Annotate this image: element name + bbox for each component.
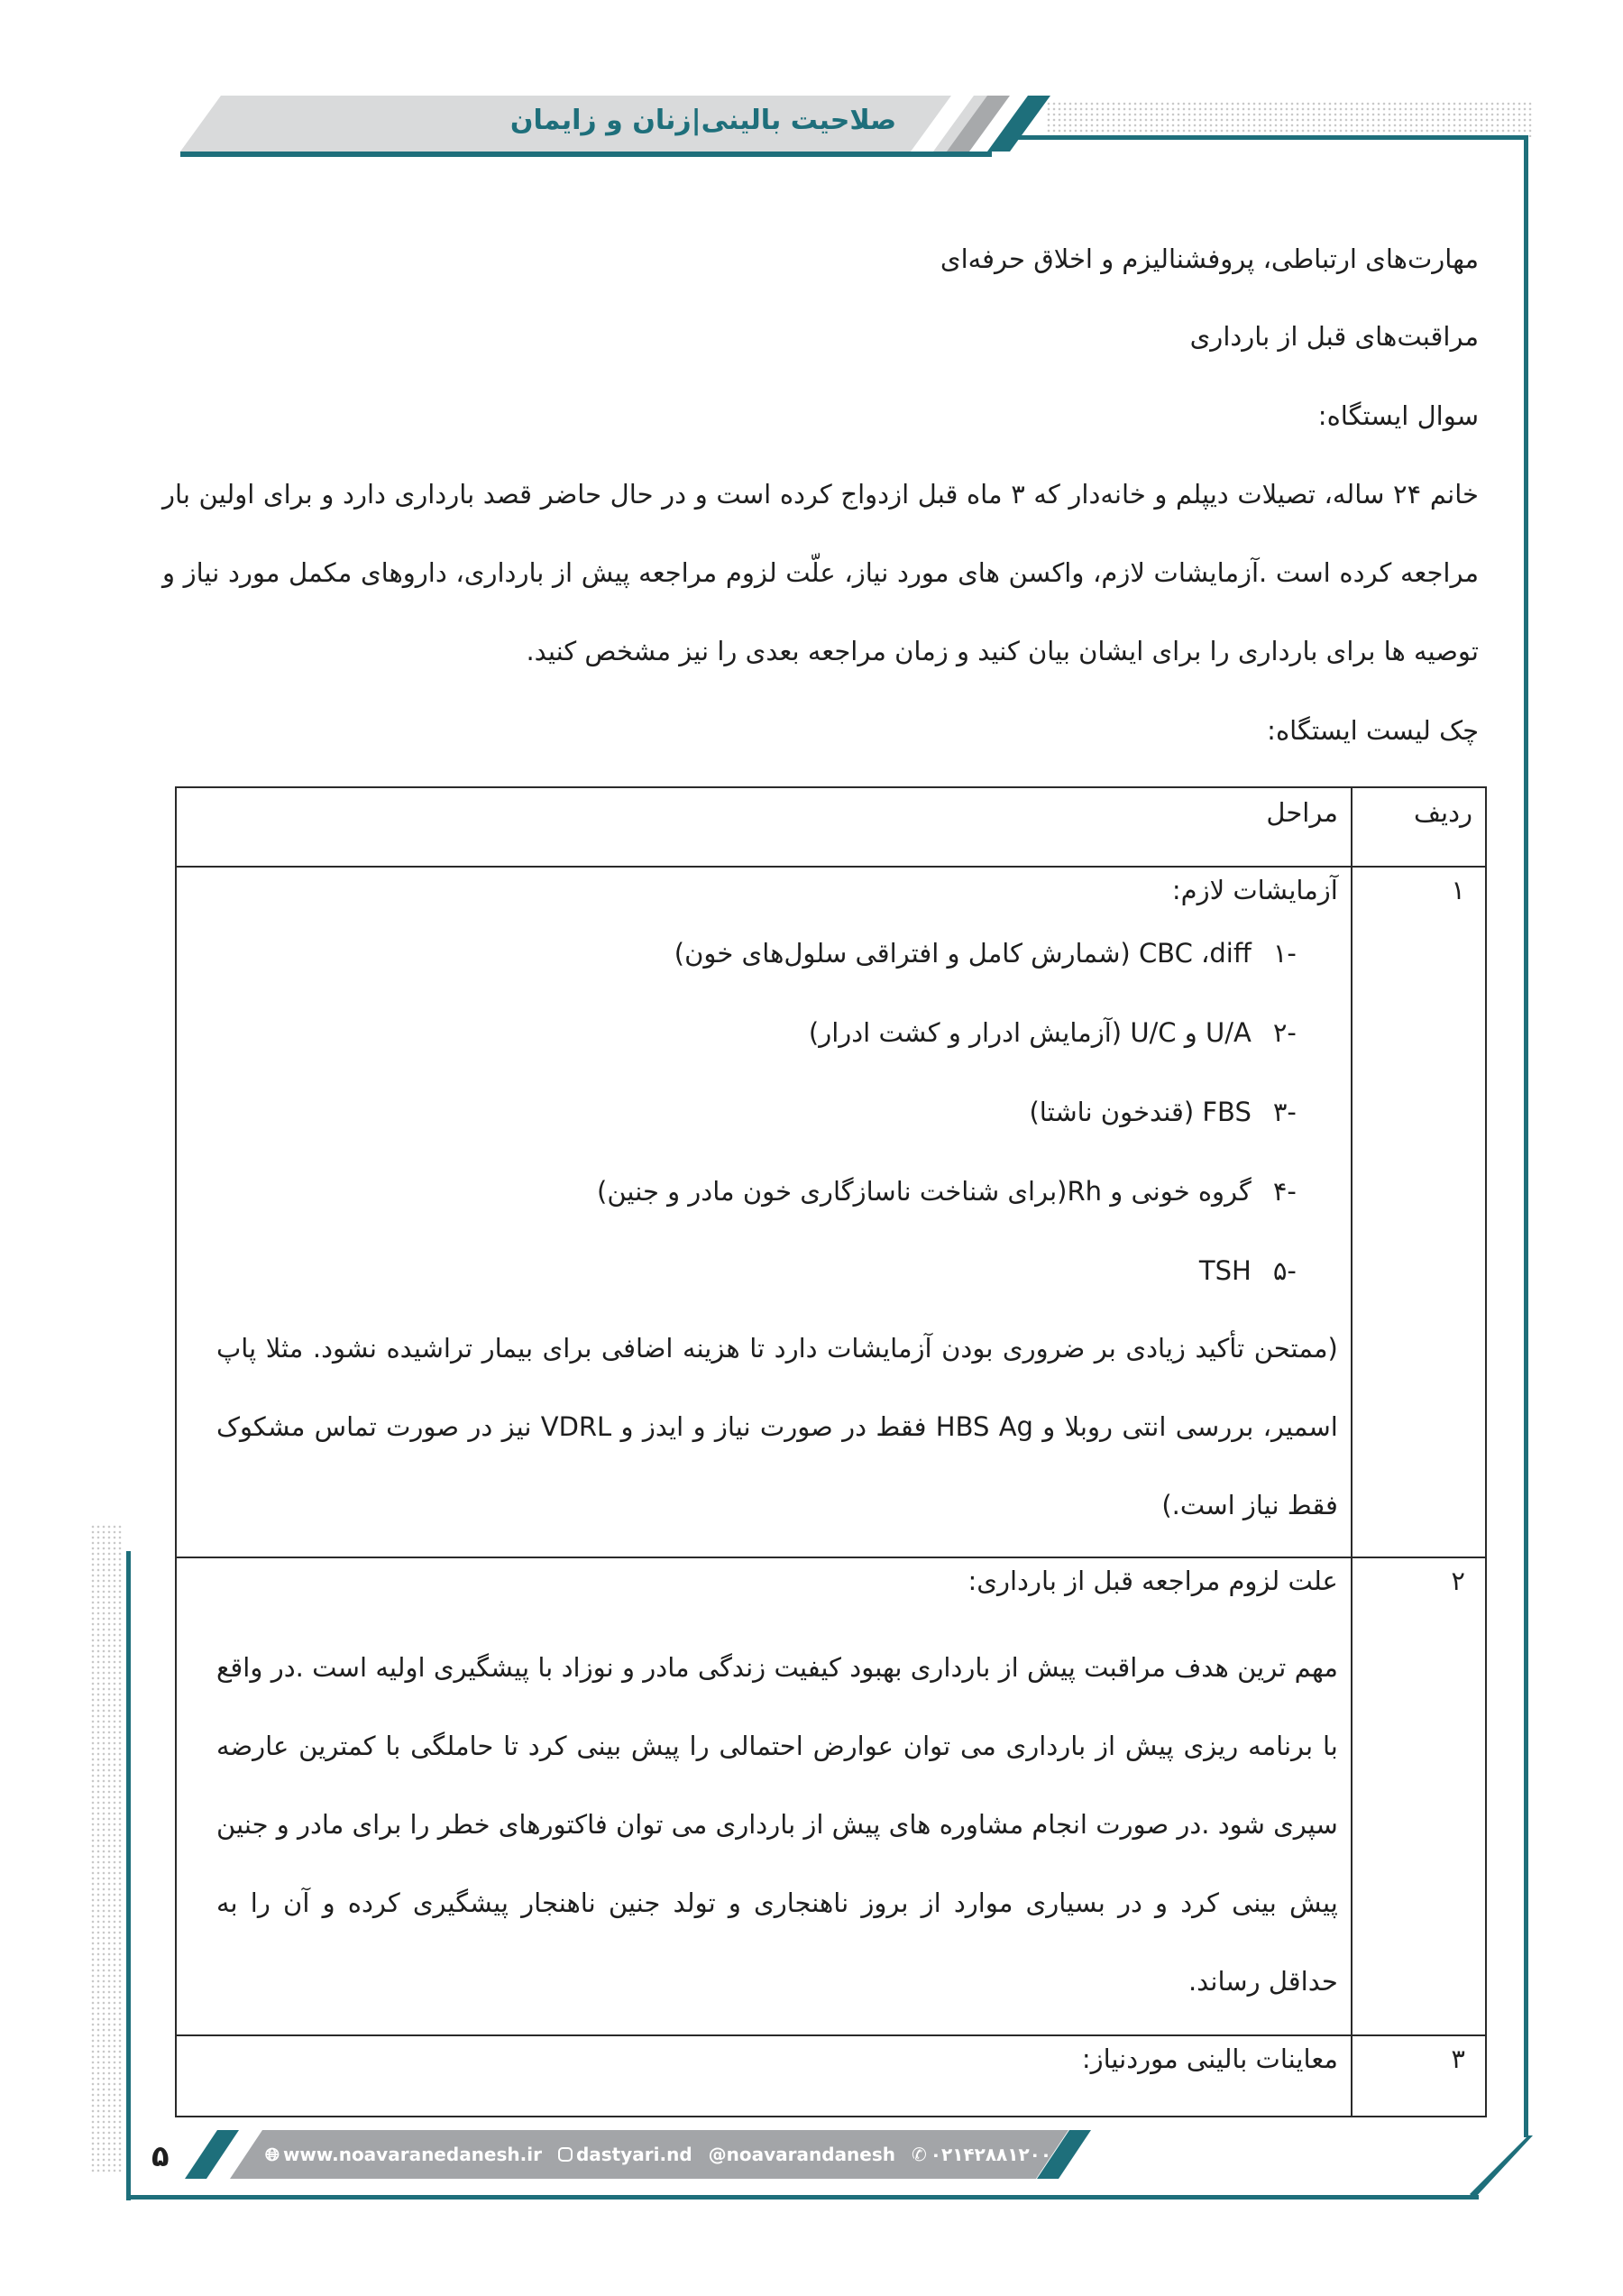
table-row: [176, 2035, 1486, 2117]
heading-preconception-care: مراقبت‌های قبل از بارداری: [1189, 321, 1479, 352]
header-cell-steps: [176, 787, 1352, 867]
item-number: -۴: [1272, 1176, 1297, 1207]
website-link[interactable]: www.noavaranedanesh.ir: [282, 2144, 542, 2165]
globe-icon: 🌐︎: [264, 2144, 280, 2165]
header-title: صلاحیت بالینی|زنان و زایمان: [509, 105, 897, 136]
left-hatch: [90, 1524, 123, 2173]
body-line: مهم ترین هدف مراقبت پیش از بارداری بهبود کیفیت زندگی مادر و نوزاد با پیشگیری اولیه است .در واقع: [216, 1652, 1338, 1683]
header-hatch: [1046, 101, 1533, 137]
item-text: گروه خونی و Rh(برای شناخت ناسازگاری خون مادر و جنین): [597, 1176, 1252, 1207]
body-line: پیش بینی کرد و در بسیاری موارد از بروز ناهنجاری و تولد جنین ناهنجار پیشگیری کرده و آن را به: [216, 1887, 1338, 1918]
list-item: [216, 1176, 1297, 1255]
row-number-cell: [1352, 1557, 1486, 2035]
header-underline: [180, 152, 992, 157]
row-content-cell: [176, 2035, 1352, 2117]
header-cell-row: [1352, 787, 1486, 867]
preconception-rationale: [216, 1629, 1338, 2021]
row-title: معاینات بالینی موردنیاز:: [1081, 2043, 1338, 2074]
telegram-handle[interactable]: @noavarandanesh: [708, 2144, 896, 2165]
row-title: آزمایشات لازم:: [1171, 875, 1338, 905]
website-item[interactable]: [265, 2144, 542, 2165]
telegram-item[interactable]: [709, 2144, 895, 2165]
scenario-line-1: خانم ۲۴ ساله، تصیلات دیپلم و خانه‌دار که ۳ ماه قبل ازدواج کرده است و در حال حاضر قصد بارداری دارد و برای اولین بار: [162, 479, 1479, 510]
item-number: -۱: [1272, 938, 1297, 969]
body-line: سپری شود .در صورت انجام مشاوره های پیش از بارداری می توان فاکتورهای خطر را برای مادر و جنین: [216, 1809, 1338, 1840]
note-line-1: (ممتحن تأکید زیادی بر ضروری بودن آزمایشات دارد تا هزینه اضافی برای بیمار تراشیده نشود. مثلا پاپ: [216, 1333, 1338, 1364]
row-content-cell: [176, 867, 1352, 1557]
item-text: U/A و U/C (آزمایش ادرار و کشت ادرار): [808, 1017, 1252, 1048]
phone-item[interactable]: [912, 2144, 1051, 2165]
row-number: ۱: [1451, 875, 1465, 905]
footer-stripe-left: [185, 2130, 239, 2179]
note-line-3: فقط نیاز است.): [1161, 1490, 1338, 1520]
footer-contacts: [264, 2138, 1052, 2171]
instagram-handle[interactable]: dastyari.nd: [575, 2144, 692, 2165]
checklist-table: [175, 786, 1487, 2117]
item-text: FBS (قندخون ناشتا): [1029, 1097, 1252, 1127]
checklist-label: چک لیست ایستگاه:: [1267, 715, 1479, 746]
item-text: TSH: [1198, 1255, 1252, 1286]
item-number: -۵: [1272, 1255, 1297, 1286]
col-steps-label: مراحل: [1266, 797, 1338, 828]
row-number: ۲: [1451, 1566, 1465, 1596]
frame-left-line: [126, 1551, 131, 2200]
phone-number[interactable]: ۰۲۱۴۲۸۸۱۲۰۰: [930, 2144, 1052, 2165]
body-line: حداقل رساند.: [1187, 1966, 1338, 1997]
item-text: CBC ،diff (شمارش کامل و افتراقی سلول‌های خون): [674, 938, 1252, 969]
row-number-cell: [1352, 2035, 1486, 2117]
phone-icon: ✆: [912, 2144, 927, 2165]
footer-underline: [126, 2195, 1479, 2200]
row-number: ۳: [1451, 2043, 1465, 2074]
test-list: [216, 938, 1338, 1309]
scenario-line-3: توصیه ها برای بارداری را برای ایشان بیان کنید و زمان مراجعه بعدی را نیز مشخص کنید.: [526, 636, 1479, 666]
scenario-line-2: مراجعه کرده است .آزمایشات لازم، واکسن های مورد نیاز، علّت لزوم مراجعه پیش از بارداری، داروهای مکمل مورد نیاز و: [162, 557, 1479, 588]
item-number: -۲: [1272, 1017, 1297, 1048]
col-row-label: ردیف: [1413, 797, 1472, 828]
page-number: ۵: [151, 2139, 170, 2173]
list-item: [216, 1255, 1297, 1309]
list-item: [216, 1017, 1297, 1097]
row-number-cell: [1352, 867, 1486, 1557]
item-number: -۳: [1272, 1097, 1297, 1127]
instagram-item[interactable]: [558, 2144, 692, 2165]
note-line-2: اسمیر، بررسی انتی روبلا و HBS Ag فقط در صورت نیاز و ایدز و VDRL نیز در صورت تماس مشکوک: [216, 1411, 1338, 1442]
frame-corner-br: [1470, 2135, 1533, 2199]
table-row: [176, 867, 1486, 1557]
station-question-label: سوال ایستگاه:: [1317, 400, 1479, 431]
table-header-row: [176, 787, 1486, 867]
row-content-cell: [176, 1557, 1352, 2035]
table-row: [176, 1557, 1486, 2035]
instagram-icon: [558, 2147, 573, 2162]
list-item: [216, 1097, 1297, 1176]
heading-communication: مهارت‌های ارتباطی، پروفشنالیزم و اخلاق حرفه‌ای: [940, 243, 1479, 274]
frame-right-line: [1524, 135, 1528, 2137]
examiner-note: [216, 1309, 1338, 1545]
list-item: [216, 938, 1297, 1017]
row-title: علت لزوم مراجعه قبل از بارداری:: [967, 1566, 1338, 1596]
body-line: با برنامه ریزی پیش از بارداری می توان عوارض احتمالی را پیش بینی کرد تا حاملگی با کمترین عارضه: [216, 1731, 1338, 1761]
frame-top-line: [1008, 135, 1524, 140]
